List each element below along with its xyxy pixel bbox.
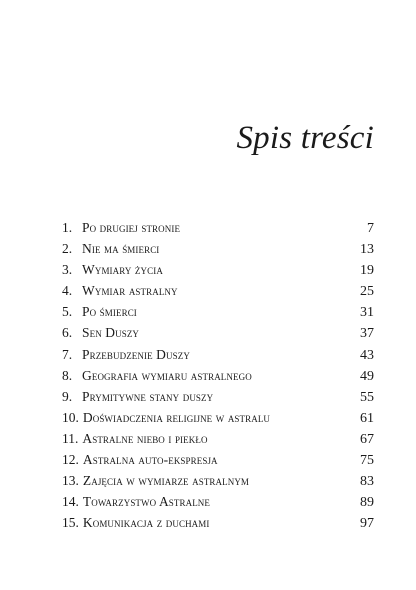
toc-entry-page: 67 (360, 431, 374, 447)
toc-entry-title: Astralne niebo i piekło (82, 430, 208, 446)
toc-entry-page: 97 (360, 516, 374, 532)
toc-entry (62, 238, 374, 259)
toc-entry-number: 7. (62, 346, 73, 362)
toc-entry (62, 386, 374, 407)
toc-entry (62, 259, 374, 280)
toc-entry-page: 43 (360, 347, 374, 363)
page-title: Spis treści (236, 120, 374, 156)
toc-entry-title: Nie ma śmierci (82, 241, 160, 257)
toc-entry-number: 5. (62, 304, 73, 320)
toc-entry (62, 512, 374, 533)
toc-entry-page: 31 (360, 305, 374, 321)
toc-entry-number: 13. (62, 473, 79, 489)
toc-entry (62, 301, 374, 322)
toc-entry-page: 25 (360, 284, 374, 300)
toc-entry-page: 19 (360, 263, 374, 279)
toc-entry-number: 10. (62, 409, 79, 425)
toc-entry (62, 449, 374, 470)
toc-entry-title: Prymitywne stany duszy (82, 388, 214, 404)
toc-entry (62, 365, 374, 386)
toc-entry (62, 217, 374, 238)
toc-entry-page: 37 (360, 326, 374, 342)
toc-entry-title: Po drugiej stronie (82, 220, 181, 235)
toc-entry-number: 11. (62, 430, 79, 446)
toc-entry-number: 2. (62, 241, 73, 257)
toc-entry-page: 13 (360, 242, 374, 258)
toc-entry-number: 9. (62, 388, 73, 404)
toc-entry-number: 4. (62, 283, 73, 299)
toc-entry-title: Wymiary życia (82, 262, 163, 278)
toc-entry (62, 491, 374, 512)
toc-entry-page: 61 (360, 410, 374, 426)
toc-entry-title: Przebudzenie Duszy (82, 346, 190, 362)
toc-entry-title: Zajęcia w wymiarze astralnym (82, 473, 250, 489)
toc-entry (62, 280, 374, 301)
toc-entry-title: Doświadczenia religijne w astralu (82, 409, 271, 425)
toc-entry-number: 12. (62, 452, 79, 468)
toc-entry-page: 7 (367, 221, 374, 236)
table-of-contents (62, 217, 374, 533)
toc-entry-title: Astralna auto-ekspresja (82, 452, 218, 468)
toc-entry-page: 49 (360, 368, 374, 384)
toc-entry-title: Towarzystwo Astralne (82, 494, 210, 510)
toc-entry-page: 89 (360, 495, 374, 511)
toc-entry-title: Sen Duszy (82, 325, 140, 341)
toc-entry-page: 55 (360, 389, 374, 405)
toc-entry-number: 14. (62, 494, 79, 510)
toc-entry (62, 428, 374, 449)
toc-entry-title: Komunikacja z duchami (82, 515, 210, 531)
toc-entry (62, 470, 374, 491)
toc-entry-number: 3. (62, 262, 73, 278)
toc-entry-title: Po śmierci (82, 304, 137, 320)
toc-entry-number: 15. (62, 515, 79, 531)
toc-entry (62, 344, 374, 365)
toc-entry-page: 83 (360, 474, 374, 490)
toc-entry-title: Geografia wymiaru astralnego (82, 367, 252, 383)
toc-entry-title: Wymiar astralny (82, 283, 178, 299)
toc-entry (62, 322, 374, 343)
toc-entry (62, 407, 374, 428)
toc-entry-number: 6. (62, 325, 73, 341)
toc-entry-number: 8. (62, 367, 73, 383)
toc-entry-page: 75 (360, 453, 374, 469)
toc-entry-number: 1. (62, 220, 73, 235)
